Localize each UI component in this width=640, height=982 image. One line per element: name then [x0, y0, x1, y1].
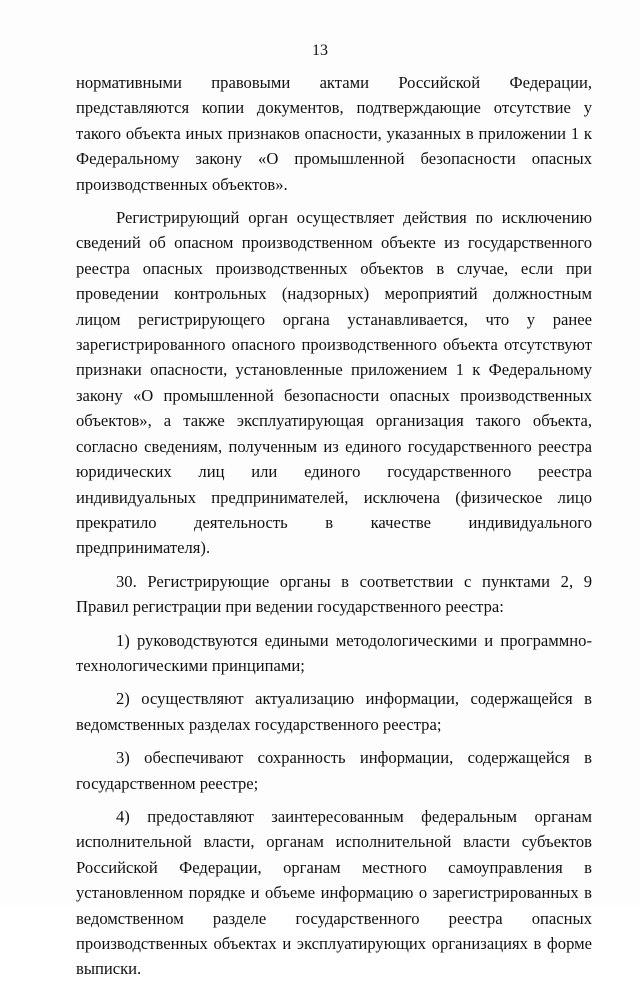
list-item-1: 1) руководствуются едиными методологическими и программно-технологическими принципами; — [76, 630, 592, 675]
page-number: 13 — [312, 42, 328, 59]
paragraph-item-30: 30. Регистрирующие органы в соответствии с пунктами 2, 9 Правил регистрации при ведении государственного реестра: — [76, 571, 592, 617]
list-item-2: 2) осуществляют актуализацию информации, содержащейся в ведомственных разделах государственного реестра; — [76, 689, 592, 734]
paragraph-continuation: нормативными правовыми актами Российской Федерации, представляются копии документов, подтверждающие отсутствие у такого объекта иных признаков опасности, указанных в приложении 1 к Федеральному закону «О промышленной безопасности опасных производственных объектов». — [76, 73, 592, 194]
list-item-3: 3) обеспечивают сохранность информации, содержащейся в государственном реестре; — [76, 748, 592, 793]
paragraph-registration-exclusion: Регистрирующий орган осуществляет действия по исключению сведений об опасном производственном объекте из государственного реестра опасных производственных объектов в случае, если при проведении контрольных (надзорных) мероприятий должностным лицом регистрирующего органа устанавливается, что у ранее зарегистрированного опасного производственного объекта отсутствуют признаки опасности, установленные приложением 1 к Федеральному закону «О промышленной безопасности опасных производственных объектов», а также эксплуатирующая организация такого объекта, согласно сведениям, полученным из единого государственного реестра юридических лиц или единого государственного реестра индивидуальных предпринимателей, исключена (физическое лицо прекратило деятельность в качестве индивидуального предпринимателя). — [76, 208, 592, 558]
document-body — [76, 70, 592, 982]
list-item-4: 4) предоставляют заинтересованным федеральным органам исполнительной власти, органам исполнительной власти субъектов Российской Федерации, органам местного самоуправления в установленном порядке и объеме информацию о зарегистрированных в ведомственном разделе государственного реестра опасных производственных объектах и эксплуатирующих организациях в форме выписки. — [76, 806, 592, 979]
